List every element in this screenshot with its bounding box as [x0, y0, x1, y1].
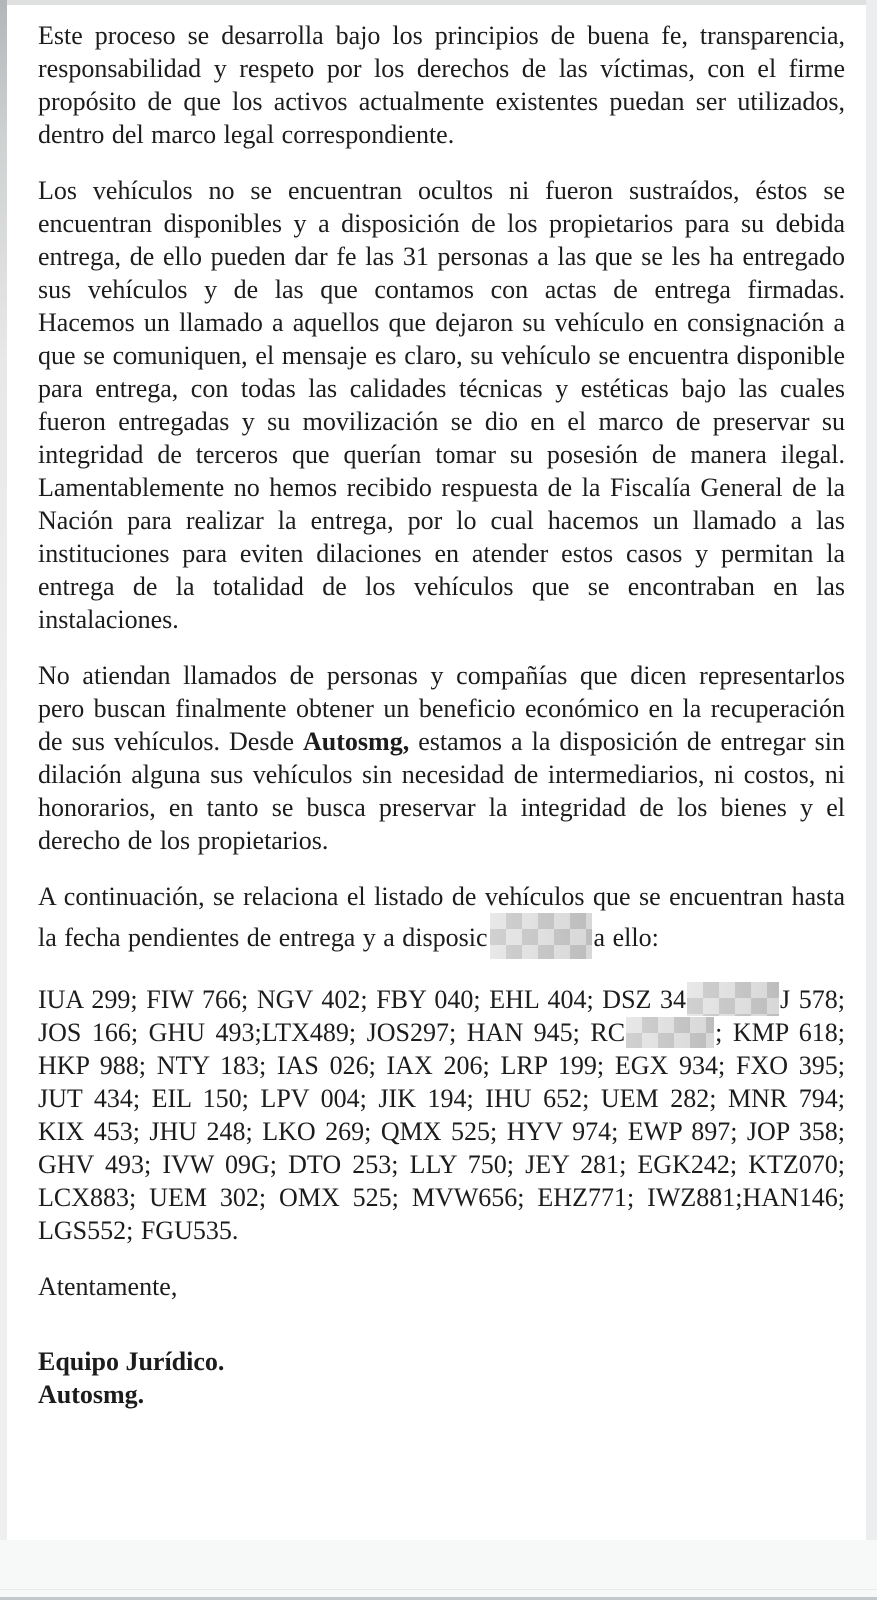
signature-block — [38, 1345, 845, 1411]
paragraph-warning — [38, 659, 845, 857]
redaction-blur-patch-1 — [490, 913, 592, 959]
plate-list-part-3: ; KMP 618; HKP 988; NTY 183; IAS 026; IAX 206; LRP 199; EGX 934; FXO 395; JUT 434; EIL 150; LPV 004; JIK 194; IHU 652; UEM 282; MNR 794; KIX 453; JHU 248; LKO 269; QMX 525; HYV 974; EWP 897; JOP 358; GHV 493; IVW 09G; DTO 253; LLY 750; JEY 281; EGK242; KTZ070; LCX883; UEM 302; OMX 525; MVW656; EHZ771; IWZ881;HAN146; LGS552; FGU535. — [38, 1018, 845, 1245]
photo-edge-top — [0, 0, 877, 5]
paragraph-warning-text-after: estamos a la disposición de entregar sin dilación alguna sus vehículos sin necesidad de intermediarios, ni costos, ni honorarios, en tanto se busca preservar la integridad de los bienes y el derecho de los propietarios. — [38, 727, 845, 855]
closing-salutation: Atentamente, — [38, 1272, 178, 1301]
redaction-blur-patch-3 — [626, 1017, 714, 1048]
paragraph-principles: Este proceso se desarrolla bajo los principios de buena fe, transparencia, responsabilidad y respeto por los derechos de las víctimas, con el firme propósito de que los activos actualmente existentes puedan ser utilizados, dentro del marco legal correspondiente. — [38, 21, 845, 149]
paragraph-warning-text-before: No atiendan llamados de personas y compañías que dicen representarlos pero buscan finalmente obtener un beneficio económico en la recuperación de sus vehículos. Desde — [38, 661, 845, 756]
list-intro-text-after: a ello: — [593, 923, 659, 952]
photo-edge-right — [866, 0, 877, 1540]
photo-edge-left — [0, 0, 7, 1540]
document-page — [7, 5, 866, 1540]
plate-list-part-1: IUA 299; FIW 766; NGV 402; FBY 040; EHL 404; DSZ 34 — [38, 985, 687, 1014]
paragraph-vehicles-status: Los vehículos no se encuentran ocultos ni fueron sustraídos, éstos se encuentran disponibles y a disposición de los propietarios para su debida entrega, de ello pueden dar fe las 31 personas a las que se les ha entregado sus vehículos y de las que contamos con actas de entrega firmadas. Hacemos un llamado a aquellos que dejaron su vehículo en consignación a que se comuniquen, el mensaje es claro, su vehículo se encuentra disponible para entrega, con todas las calidades técnicas y estéticas bajo las cuales fueron entregadas y su movilización se dio en el marco de preservar su integridad de terceros que querían tomar su posesión de manera ilegal. Lamentablemente no hemos recibido respuesta de la Fiscalía General de la Nación para realizar la entrega, por lo cual hacemos un llamado a las instituciones para eviten dilaciones en atender estos casos y permitan la entrega de la totalidad de los vehículos que se encontraban en las instalaciones. — [38, 176, 845, 634]
signature-team: Equipo Jurídico. — [38, 1347, 225, 1376]
photo-footer-hairline — [0, 1589, 877, 1590]
photo-background-band — [0, 1540, 877, 1600]
redaction-blur-patch-2 — [687, 982, 779, 1016]
brand-name-bold: Autosmg, — [303, 727, 410, 756]
plate-list — [38, 982, 845, 1247]
signature-company: Autosmg. — [38, 1380, 145, 1409]
list-intro-text-before: A continuación, se relaciona el listado de vehículos que se encuentran hasta la fecha pendientes de entrega y a disposic — [38, 882, 845, 952]
paragraph-list-intro — [38, 880, 845, 959]
plate-list-part-2: J 578; JOS 166; GHU 493;LTX489; JOS297; HAN 945; RC — [38, 985, 846, 1047]
